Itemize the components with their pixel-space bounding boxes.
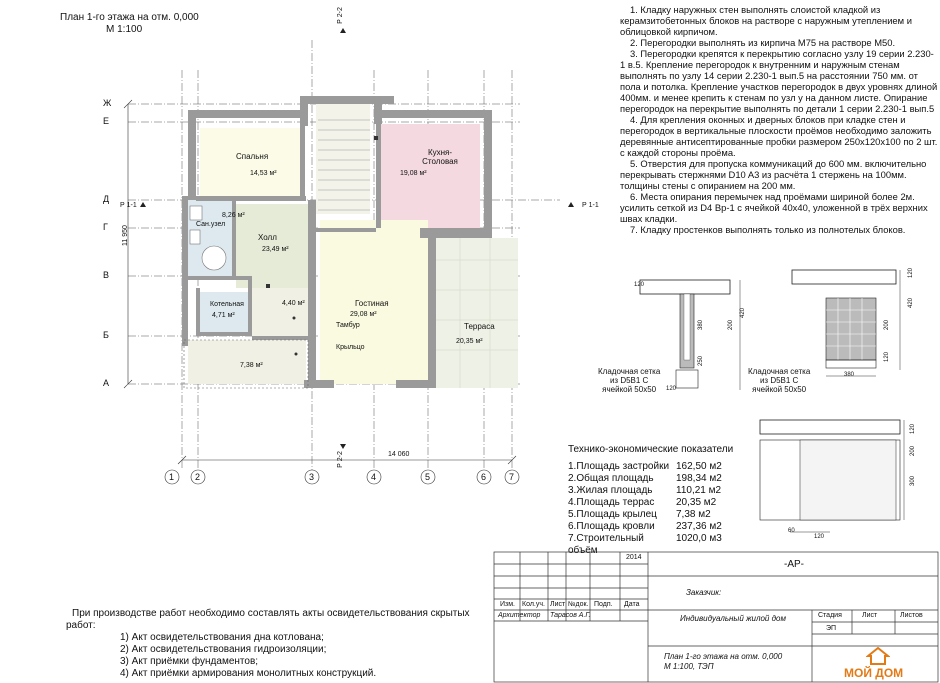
detail-dim-b3: 300 xyxy=(910,475,917,487)
detail-dim-b2: 200 xyxy=(910,445,917,457)
stamp-header-podp: Подп. xyxy=(594,601,613,608)
detail-dim-r5: 120 xyxy=(908,267,915,279)
act-item-1: 1) Акт освидетельствования дна котлована; xyxy=(120,632,324,643)
plan-title: План 1-го этажа на отм. 0,000 xyxy=(60,12,199,23)
section-mark-p11-right: Р 1-1 xyxy=(582,202,599,209)
mesh-label-right: Кладочная сетка из D5В1 С ячейкой 50х50 xyxy=(748,367,811,394)
detail-dim-l6: 120 xyxy=(666,386,677,392)
acts-intro-line2: работ: xyxy=(66,620,96,631)
tep-row: 3.Жилая площадь 110,21 м2 xyxy=(568,485,722,496)
room-bath-name: Сан.узел xyxy=(196,221,226,228)
detail-dim-r2: 200 xyxy=(884,319,891,331)
section-mark-p11-left: Р 1-1 xyxy=(120,202,137,209)
room-bedroom-area: 14,53 м² xyxy=(250,170,277,177)
section-mark-p22-bottom: Р 2-2 xyxy=(336,451,344,468)
construction-notes xyxy=(620,4,938,235)
room-bedroom-name: Спальня xyxy=(236,152,269,161)
logo-house-icon xyxy=(866,646,890,666)
detail-dim-l3: 200 xyxy=(728,319,735,331)
axis-number-1: 1 xyxy=(169,472,175,482)
stamp-project: Индивидуальный жилой дом xyxy=(680,614,786,623)
mesh-label-left: Кладочная сетка из D5В1 С ячейкой 50х50 xyxy=(598,367,661,394)
room-hall-name: Холл xyxy=(258,233,277,242)
room-fill-terrace xyxy=(432,238,518,388)
detail-dim-r3: 120 xyxy=(884,351,891,363)
detail-drawing-bottom xyxy=(760,420,904,532)
dim-height: 11 950 xyxy=(121,225,129,246)
note-4: 4. Для крепления оконных и дверных блоков при кладке стен и перегородок в вертикальные плоскости проёмов необходимо заложить деревянные антисептированные пробки размером 250х120х100 по 2 шт. с каждой стороны проёма. xyxy=(620,114,938,158)
room-living-area: 29,08 м² xyxy=(350,311,377,318)
stamp-header-doc: №док. xyxy=(568,601,589,608)
stamp-customer: Заказчик: xyxy=(686,588,722,597)
porch-point xyxy=(295,353,298,356)
axis-letter-zh: Ж xyxy=(103,98,112,108)
tep-table xyxy=(568,444,733,557)
note-3: 3. Перегородки крепятся к перекрытию согласно узлу 19 серии 2.230-1 в.5. Крепление перегородок к внутренним и наружным стенам выполнять по узлу 14 серии 2.230-1 вып.5 на расстоянии 750 мм. от пола и потолка. Крепление участков перегородок в двух уровнях длиной 400мм. и менее крепить к стенам по узл у на данном листе. Опирание перегородок на перекрытие выполнять по детали 1 серии 2.230-1 вып.5 xyxy=(620,48,938,114)
room-fill-bedroom xyxy=(200,128,304,198)
room-hall-area: 23,49 м² xyxy=(262,246,289,253)
axis-letter-b: Б xyxy=(103,330,109,340)
detail-dim-l4: 250 xyxy=(698,355,705,367)
note-6: 6. Места опирания перемычек над проёмами шириной более 2м. усилить сеткой из D4 Вр-1 с ячейкой 40х40, уложенной в трёх верхних швах кладки. xyxy=(620,191,928,224)
axis-markers xyxy=(165,470,519,484)
stamp-sheet-title-1: План 1-го этажа на отм. 0,000 xyxy=(664,652,783,661)
axis-letter-g: Г xyxy=(103,222,108,232)
boiler-mark xyxy=(266,284,270,288)
room-porch-name: Крыльцо xyxy=(336,344,365,351)
stamp-stage-value: ЭП xyxy=(826,625,837,632)
act-item-3: 3) Акт приёмки фундаментов; xyxy=(120,656,259,667)
note-5: 5. Отверстия для пропуска коммуникаций до 600 мм. включительно перекрывать стержнями D10 A3 из расчёта 1 стержень на 100мм. толщины стены с опиранием на 200 мм. xyxy=(620,158,927,191)
axis-number-3: 3 xyxy=(309,472,315,482)
plan-scale: М 1:100 xyxy=(106,24,143,35)
detail-dim-b1: 120 xyxy=(910,423,917,435)
acts-intro-line1: При производстве работ необходимо составлять акты освидетельствования скрытых xyxy=(72,608,470,619)
tep-row: 6.Площадь кровли 237,36 м2 xyxy=(568,521,722,532)
tep-title: Технико-экономические показатели xyxy=(568,444,734,455)
tep-row: 5.Площадь крылец 7,38 м2 xyxy=(568,509,711,520)
axis-number-7: 7 xyxy=(509,472,515,482)
room-tambur-area: 4,40 м² xyxy=(282,300,305,307)
note-2: 2. Перегородки выполнять из кирпича М75 на растворе М50. xyxy=(630,37,896,48)
detail-dim-r4: 420 xyxy=(908,297,915,309)
stamp-sheets-header: Листов xyxy=(900,612,923,619)
stamp-code: -АР- xyxy=(784,559,804,570)
axis-number-2: 2 xyxy=(195,472,201,482)
room-boiler-name: Котельная xyxy=(210,301,244,308)
note-1: 1. Кладку наружных стен выполнять слоистой кладкой из керамзитобетонных блоков на растворе с наружным утеплением и облицовкой кирпичом. xyxy=(620,4,912,37)
stamp-header-list: Лист xyxy=(550,601,566,608)
axis-number-6: 6 xyxy=(481,472,487,482)
hidden-works-acts xyxy=(56,608,476,680)
tambur-point xyxy=(293,317,296,320)
detail-dim-l1: 120 xyxy=(634,282,645,288)
logo-text: МОЙ ДОМ xyxy=(844,666,904,680)
section-mark-p22-top: Р 2-2 xyxy=(336,7,344,24)
room-tambur-name: Тамбур xyxy=(336,322,360,329)
room-porch-area: 7,38 м² xyxy=(240,362,263,369)
room-fill-stair xyxy=(316,104,370,214)
detail-dim-l5: 420 xyxy=(740,307,747,319)
stamp-header-kol: Кол.уч. xyxy=(522,601,545,608)
room-terrace-name: Терраса xyxy=(464,322,495,331)
room-terrace-area: 20,35 м² xyxy=(456,338,483,345)
stamp-stage-header: Стадия xyxy=(818,612,842,619)
room-fill-kitchen xyxy=(380,124,480,228)
axis-letter-v: В xyxy=(103,270,110,280)
detail-dim-l2: 380 xyxy=(698,319,705,331)
tep-row: 4.Площадь террас 20,35 м2 xyxy=(568,497,717,508)
act-item-2: 2) Акт освидетельствования гидроизоляции; xyxy=(120,644,327,655)
axis-number-4: 4 xyxy=(371,472,377,482)
room-fill-tambur xyxy=(252,288,312,340)
act-item-4: 4) Акт приёмки армирования монолитных конструкций. xyxy=(120,668,377,679)
room-bath-area: 8,26 м² xyxy=(222,212,245,219)
stamp-year: 2014 xyxy=(626,554,642,561)
tep-row: 2.Общая площадь 198,34 м2 xyxy=(568,473,722,484)
stamp-header-date: Дата xyxy=(624,601,640,608)
room-boiler-area: 4,71 м² xyxy=(212,312,235,319)
stamp-architect-role: Архитектор xyxy=(498,612,541,619)
axis-letter-a: А xyxy=(103,378,110,388)
room-living-name: Гостиная xyxy=(355,299,389,308)
detail-dim-r1: 380 xyxy=(844,372,855,378)
room-kitchen-area: 19,08 м² xyxy=(400,170,427,177)
dim-width: 14 060 xyxy=(388,451,410,458)
room-kitchen-name: Кухня-Столовая xyxy=(422,148,458,166)
tep-row: 1.Площадь застройки 162,50 м2 xyxy=(568,461,722,472)
axis-letter-d: Д xyxy=(103,194,110,204)
stamp-header-izm: Изм. xyxy=(500,601,515,608)
stove-mark xyxy=(374,136,378,140)
axis-number-5: 5 xyxy=(425,472,431,482)
axis-letter-e: Е xyxy=(103,116,110,126)
tep-row: 7.Строительный объём 1020,0 м3 xyxy=(568,533,722,556)
stamp-architect-name: Тарасов А.Г. xyxy=(550,612,591,619)
stamp-sheet-header: Лист xyxy=(862,612,878,619)
detail-dim-b5: 120 xyxy=(814,534,825,540)
detail-dim-b4: 60 xyxy=(788,528,795,534)
stamp-sheet-title-2: М 1:100, ТЭП xyxy=(664,662,714,671)
note-7: 7. Кладку простенков выполнять только из полнотелых блоков. xyxy=(630,224,906,235)
